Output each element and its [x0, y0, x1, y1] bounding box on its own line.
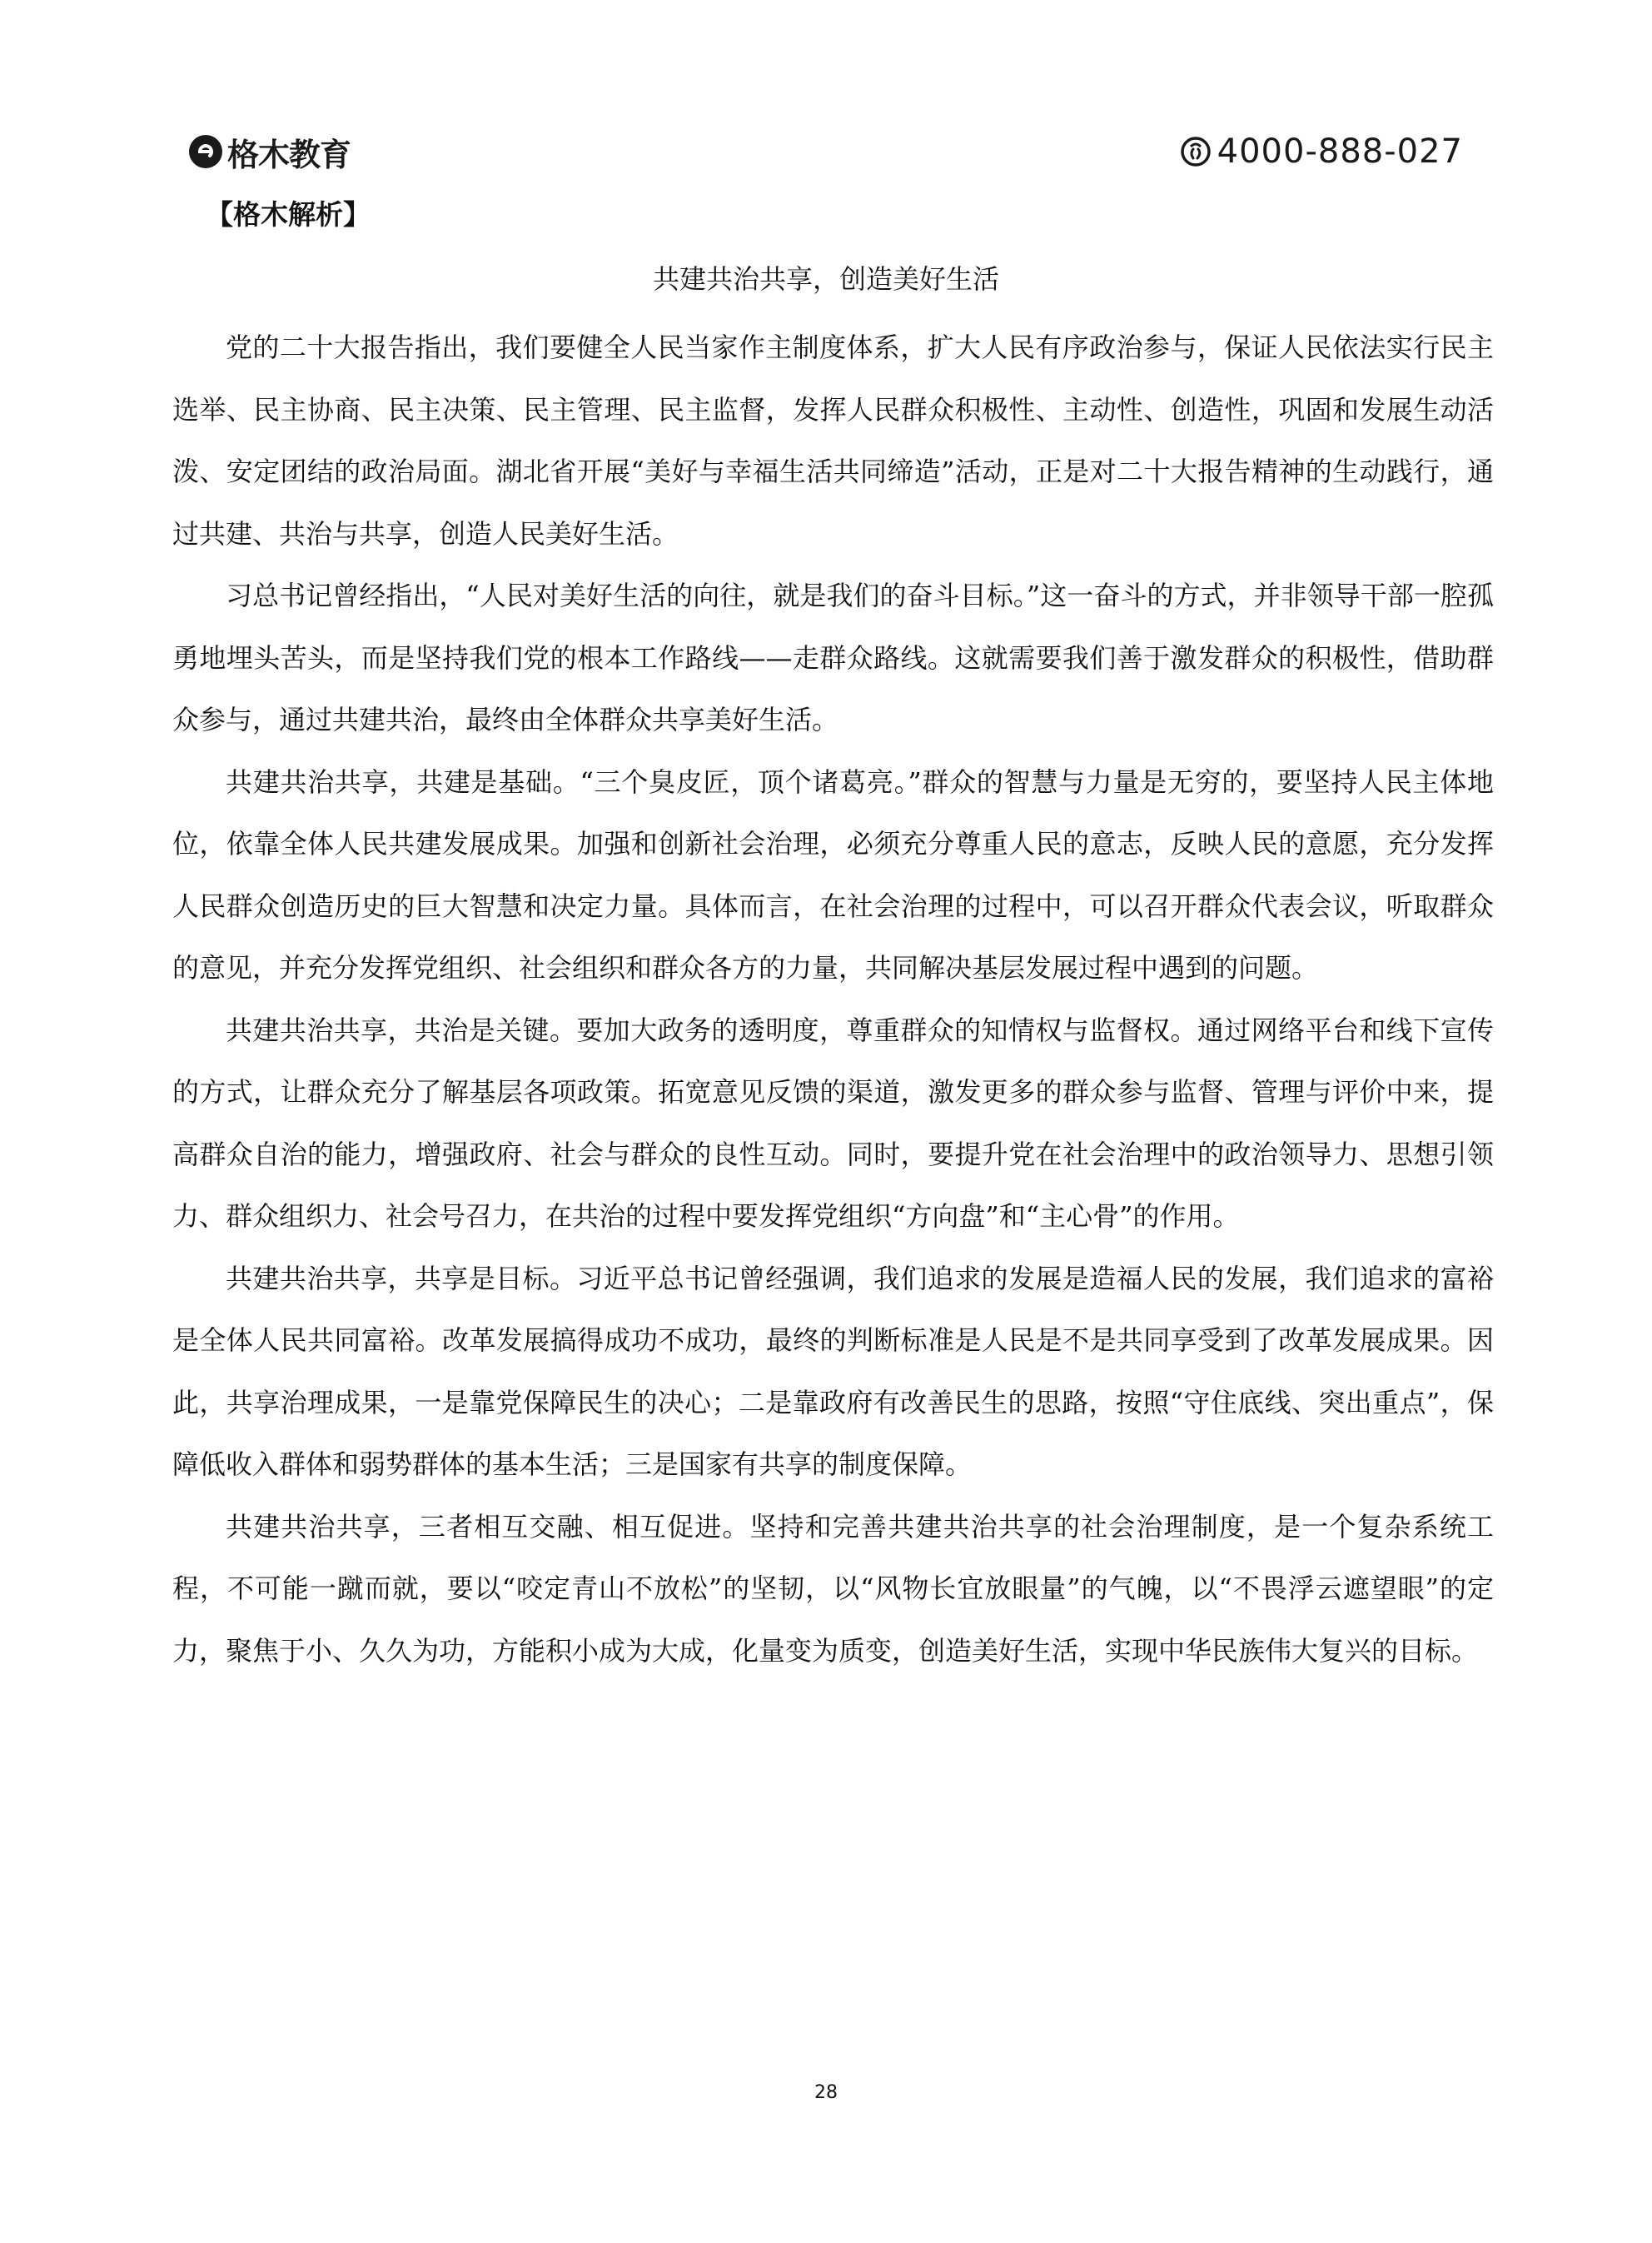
brand-logo [189, 127, 351, 177]
paragraph: 共建共治共享，共治是关键。要加大政务的透明度，尊重群众的知情权与监督权。通过网络平台和线下宣传的方式，让群众充分了解基层各项政策。拓宽意见反馈的渠道，激发更多的群众参与监督、管理与评价中来，提高群众自治的能力，增强政府、社会与群众的良性互动。同时，要提升党在社会治理中的政治领导力、思想引领力、群众组织力、社会号召力，在共治的过程中要发挥党组织“方向盘”和“主心骨”的作用。 [172, 1014, 1494, 1232]
paragraph: 习总书记曾经指出，“人民对美好生活的向往，就是我们的奋斗目标。”这一奋斗的方式，并非领导干部一腔孤勇地埋头苦头，而是坚持我们党的根本工作路线——走群众路线。这就需要我们善于激发群众的积极性，借助群众参与，通过共建共治，最终由全体群众共享美好生活。 [172, 580, 1494, 735]
essay-title: 共建共治共享，创造美好生活 [652, 263, 999, 295]
phone-number: 4000-888-027 [1217, 132, 1463, 171]
brand-name: 格木教育 [227, 136, 351, 173]
paragraph: 共建共治共享，三者相互交融、相互促进。坚持和完善共建共治共享的社会治理制度，是一个复杂系统工程，不可能一蹴而就，要以“咬定青山不放松”的坚韧，以“风物长宜放眼量”的气魄，以“不畏浮云遮望眼”的定力，聚焦于小、久久为功，方能积小成为大成，化量变为质变，创造美好生活，实现中华民族伟大复兴的目标。 [172, 1510, 1494, 1667]
e-circle-logo-icon [189, 135, 222, 168]
paragraph: 共建共治共享，共享是目标。习近平总书记曾经强调，我们追求的发展是造福人民的发展，我们追求的富裕是全体人民共同富裕。改革发展搞得成功不成功，最终的判断标准是人民是不是共同享受到了改革发展成果。因此，共享治理成果，一是靠党保障民生的决心；二是靠政府有改善民生的思路，按照“守住底线、突出重点”，保障低收入群体和弱势群体的基本生活；三是国家有共享的制度保障。 [172, 1262, 1494, 1480]
page-number: 28 [814, 2082, 838, 2103]
page-header [189, 127, 1463, 177]
essay-body [172, 317, 1494, 1682]
phone-contact [1179, 127, 1463, 177]
paragraph: 共建共治共享，共建是基础。“三个臭皮匠，顶个诸葛亮。”群众的智慧与力量是无穷的，要坚持人民主体地位，依靠全体人民共建发展成果。加强和创新社会治理，必须充分尊重人民的意志，反映人民的意愿，充分发挥人民群众创造历史的巨大智慧和决定力量。具体而言，在社会治理的过程中，可以召开群众代表会议，听取群众的意见，并充分发挥党组织、社会组织和群众各方的力量，共同解决基层发展过程中遇到的问题。 [172, 765, 1494, 984]
paragraph: 党的二十大报告指出，我们要健全人民当家作主制度体系，扩大人民有序政治参与，保证人民依法实行民主选举、民主协商、民主决策、民主管理、民主监督，发挥人民群众积极性、主动性、创造性，巩固和发展生动活泼、安定团结的政治局面。湖北省开展“美好与幸福生活共同缔造”活动，正是对二十大报告精神的生动践行，通过共建、共治与共享，创造人民美好生活。 [172, 331, 1494, 550]
headset-phone-icon [1179, 135, 1212, 168]
section-label: 【格木解析】 [206, 198, 371, 231]
